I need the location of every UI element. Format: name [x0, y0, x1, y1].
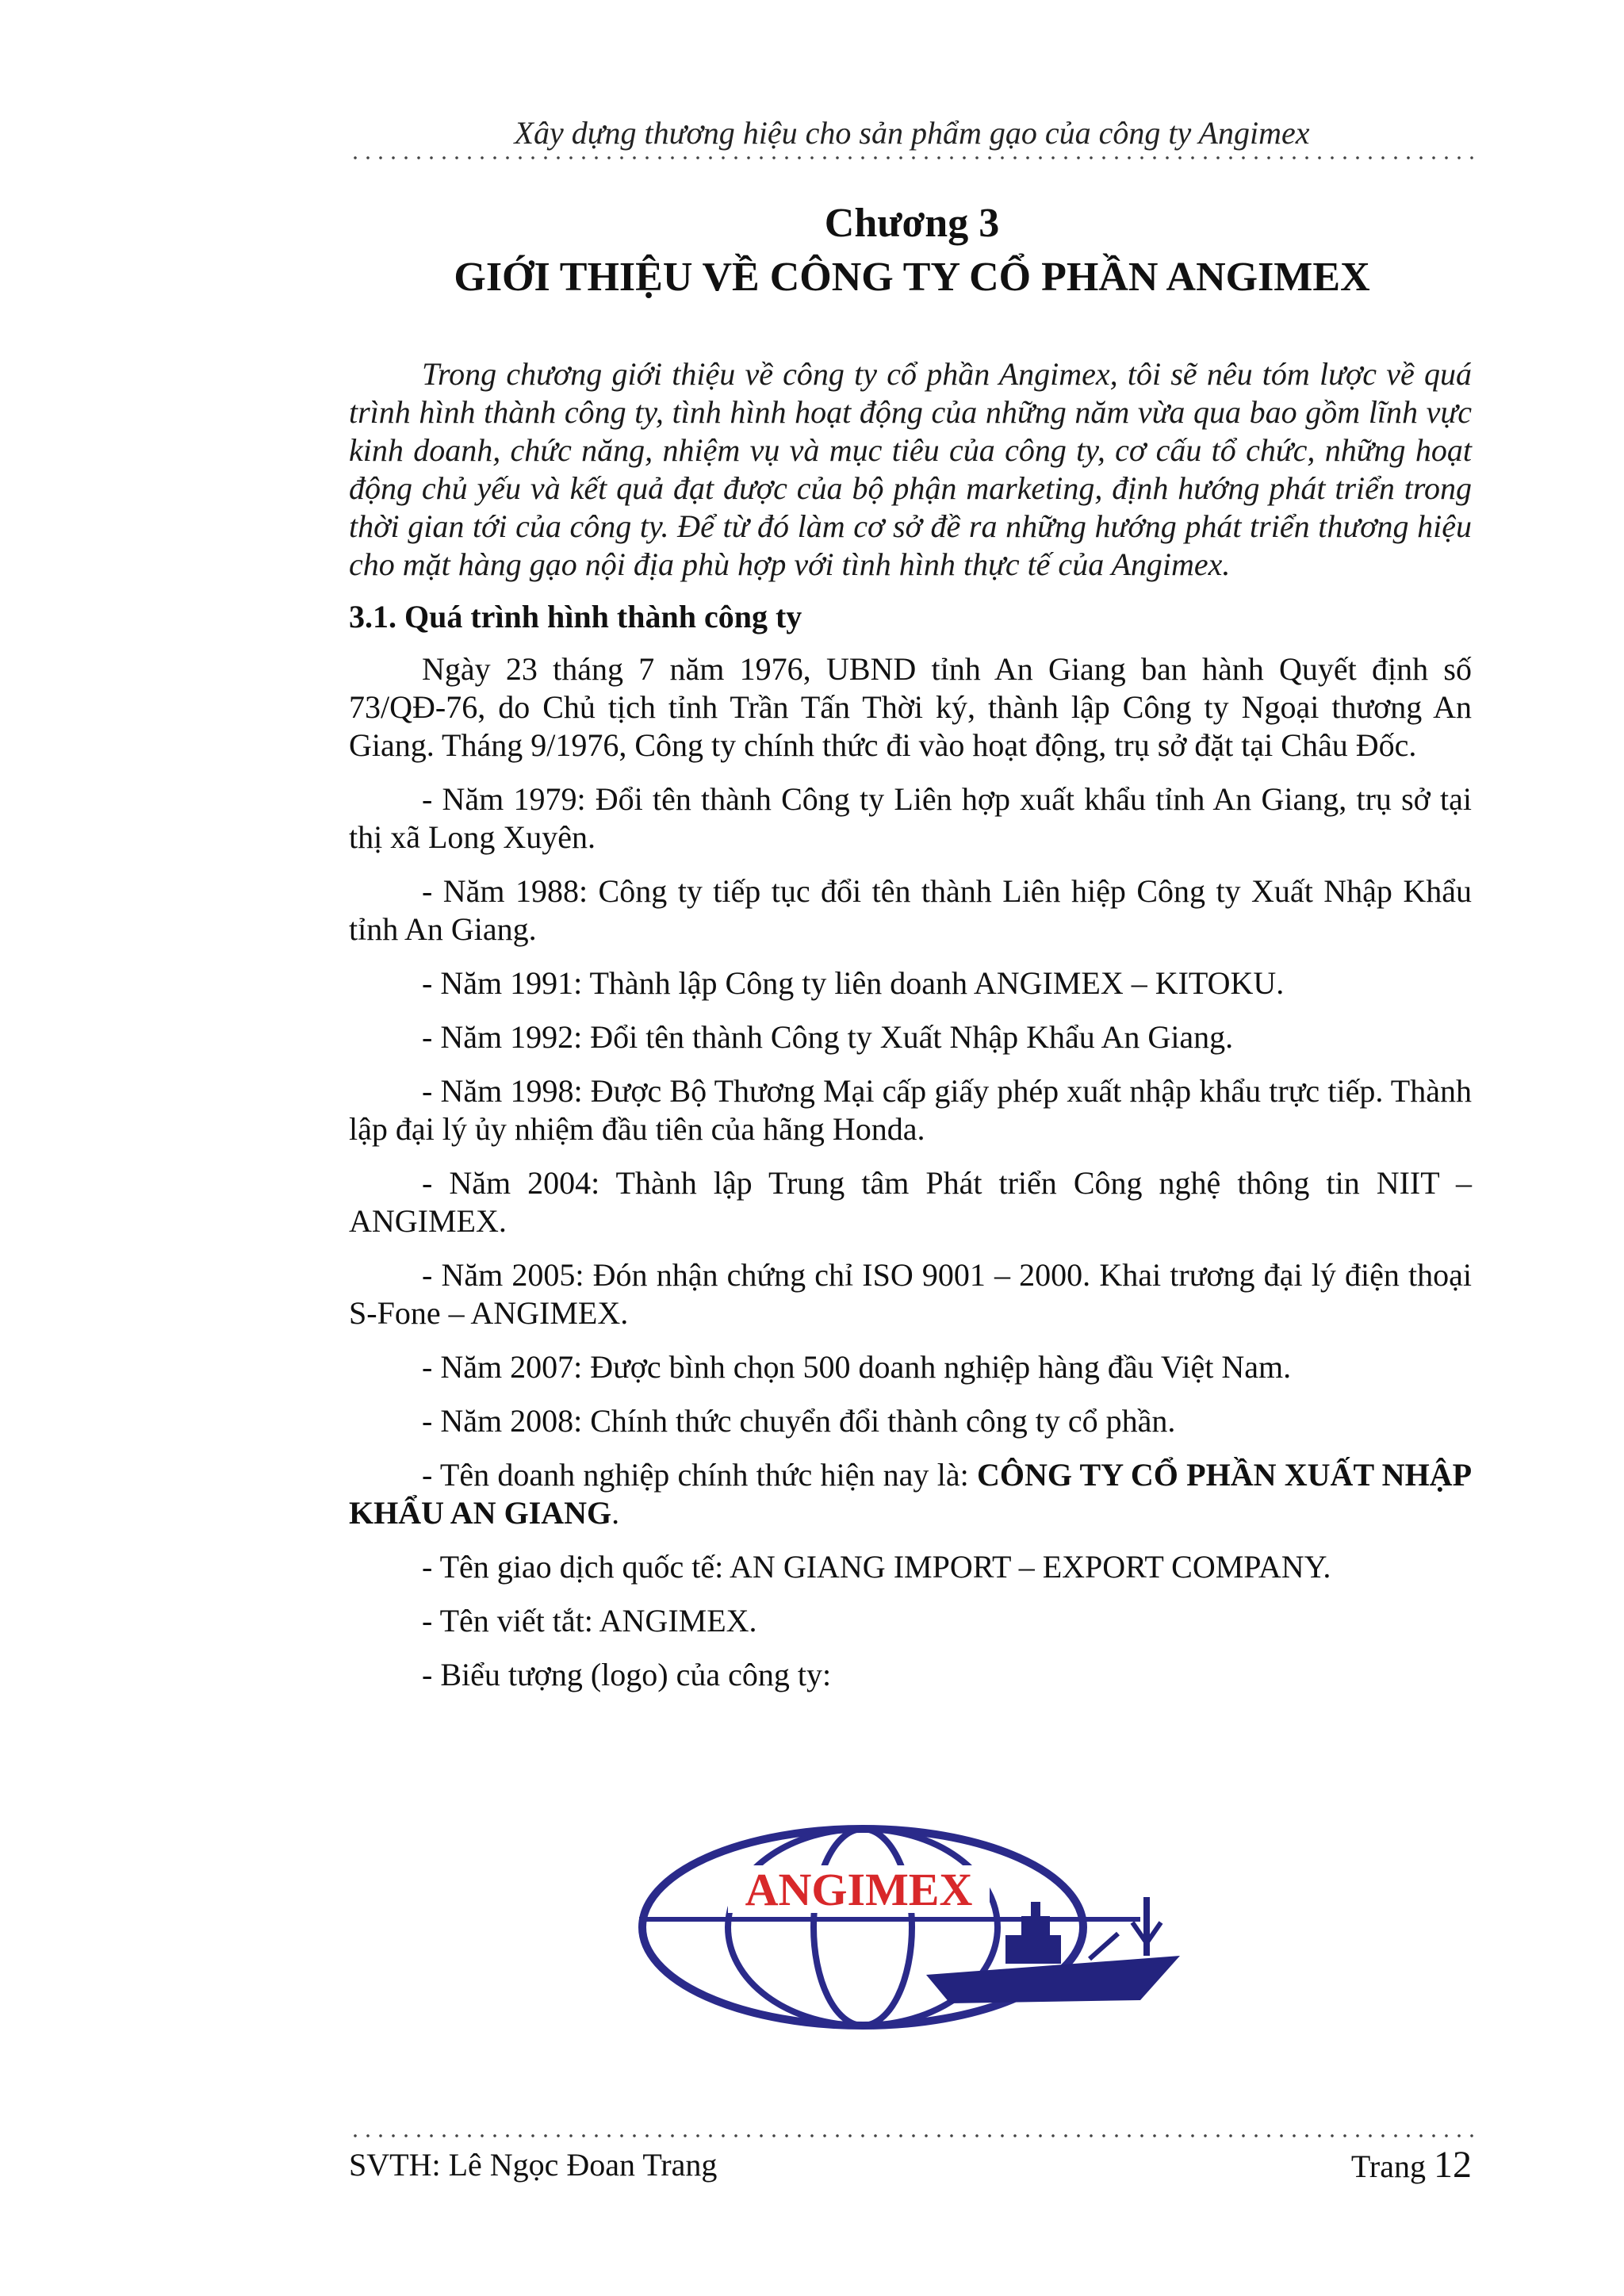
history-item: - Năm 1979: Đổi tên thành Công ty Liên hợp xuất khẩu tỉnh An Giang, trụ sở tại thị xã Long Xuyên. — [349, 781, 1472, 855]
footer-author: SVTH: Lê Ngọc Đoan Trang — [349, 2147, 718, 2183]
official-name: CÔNG TY CỔ PHẦN XUẤT NHẬP KHẨU AN GIANG — [349, 1457, 1472, 1531]
header-dotted-rule — [349, 155, 1475, 160]
footer-page — [1351, 2143, 1472, 2187]
official-name-suffix: . — [611, 1495, 620, 1531]
running-header: Xây dựng thương hiệu cho sản phẩm gạo của công ty Angimex — [514, 115, 1310, 151]
section-paragraph: Ngày 23 tháng 7 năm 1976, UBND tỉnh An Giang ban hành Quyết định số 73/QĐ-76, do Chủ tịch tỉnh Trần Tấn Thời ký, thành lập Công ty Ngoại thương An Giang. Tháng 9/1976, Công ty chính thức đi vào hoạt động, trụ sở đặt tại Châu Đốc. — [349, 651, 1472, 763]
history-item: - Năm 1992: Đổi tên thành Công ty Xuất Nhập Khẩu An Giang. — [422, 1019, 1234, 1055]
chapter-title: GIỚI THIỆU VỀ CÔNG TY CỔ PHẦN ANGIMEX — [454, 255, 1370, 300]
page-label: Trang — [1350, 2148, 1434, 2184]
chapter-number: Chương 3 — [824, 201, 1000, 246]
history-item: - Năm 2007: Được bình chọn 500 doanh nghiệp hàng đầu Việt Nam. — [422, 1349, 1292, 1385]
official-name-prefix: - Tên doanh nghiệp chính thức hiện nay là: — [422, 1457, 977, 1493]
history-item: - Năm 1991: Thành lập Công ty liên doanh ANGIMEX – KITOKU. — [422, 965, 1285, 1001]
page-body — [349, 355, 1472, 1710]
logo-label-item: - Biểu tượng (logo) của công ty: — [422, 1657, 832, 1692]
history-item: - Năm 2005: Đón nhận chứng chỉ ISO 9001 – 2000. Khai trương đại lý điện thoại S-Fone – ANGIMEX. — [349, 1257, 1472, 1331]
history-item: - Năm 1998: Được Bộ Thương Mại cấp giấy phép xuất nhập khẩu trực tiếp. Thành lập đại lý ủy nhiệm đầu tiên của hãng Honda. — [349, 1073, 1472, 1147]
page-number: 12 — [1434, 2144, 1472, 2186]
angimex-logo — [633, 1816, 1210, 2035]
history-item: - Năm 1988: Công ty tiếp tục đổi tên thành Liên hiệp Công ty Xuất Nhập Khẩu tỉnh An Giang. — [349, 873, 1472, 947]
chapter-heading — [349, 197, 1475, 305]
official-name-item — [349, 1456, 1472, 1532]
trade-name-item: - Tên giao dịch quốc tế: AN GIANG IMPORT – EXPORT COMPANY. — [422, 1549, 1331, 1585]
section-heading: 3.1. Quá trình hình thành công ty — [349, 599, 802, 634]
history-item: - Năm 2004: Thành lập Trung tâm Phát triển Công nghệ thông tin NIIT – ANGIMEX. — [349, 1165, 1472, 1239]
chapter-intro: Trong chương giới thiệu về công ty cổ phần Angimex, tôi sẽ nêu tóm lược về quá trình hình thành công ty, tình hình hoạt động của những năm vừa qua bao gồm lĩnh vực kinh doanh, chức năng, nhiệm vụ và mục tiêu của công ty, cơ cấu tổ chức, những hoạt động chủ yếu và kết quả đạt được của bộ phận marketing, định hướng phát triển trong thời gian tới của công ty. Để từ đó làm cơ sở đề ra những hướng phát triển thương hiệu cho mặt hàng gạo nội địa phù hợp với tình hình thực tế của Angimex. — [349, 356, 1472, 582]
abbreviation-item: - Tên viết tắt: ANGIMEX. — [422, 1603, 757, 1639]
svg-text:ANGIMEX: ANGIMEX — [745, 1864, 973, 1915]
footer-dotted-rule — [349, 2133, 1475, 2138]
history-item: - Năm 2008: Chính thức chuyển đổi thành công ty cổ phần. — [422, 1403, 1176, 1439]
